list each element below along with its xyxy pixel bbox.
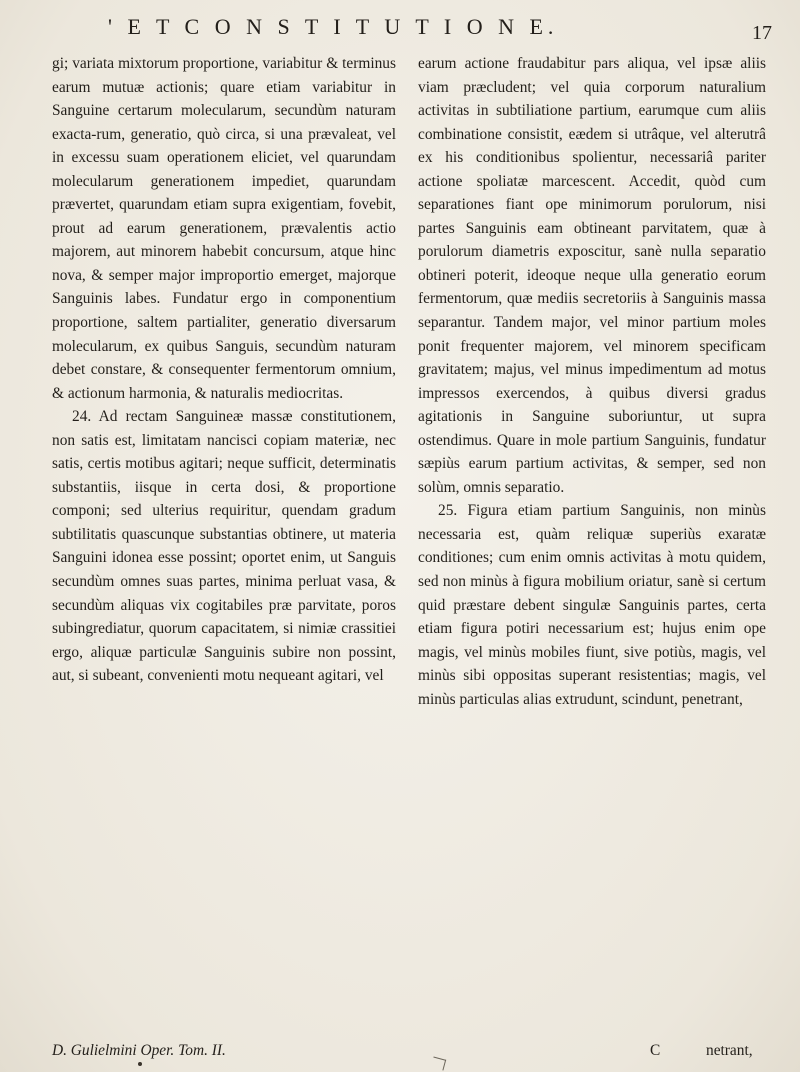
paragraph-continuation: gi; variata mixtorum proportione, variabitur & terminus earum mutuæ actionis; quare etiam variabitur in Sanguine certarum molecularum, secundùm naturam exacta-rum, generatio, quò circa, si una prævaleat, vel in excessu suam operationem eliciet, vel quarundam molecularum generationem impediet, quarundam prævertet, quarundam etiam supra exigentiam, fovebit, prout ad earum generationem, prævalentis actio majorem, aut minorem habebit concursum, atque hinc nova, & semper major improportio emerget, majorque Sanguinis labes. Fundatur ergo in componentium proportione, saltem partialiter, generatio diversarum molecularum, ex quibus Sanguis, secundùm naturam debet constare, & consequenter fermentorum omnium, & actionum harmonia, & naturalis mediocritas. [52,55,396,402]
left-column [52,52,396,688]
stray-mark [431,1057,446,1071]
page-number: 17 [752,22,772,44]
paragraph-continuation-right: earum actione fraudabitur pars aliqua, vel ipsæ aliis viam præcludent; vel quia corporum naturalium activitas in subtiliatione partium, earumque cum aliis combinatione consistit, eædem si utrâque, vel alterutrâ ex his conditionibus spolientur, necessariâ pariter actione spoliatæ marcescent. Accedit, quòd cum separationes fiant ope minimorum porulorum, nisi partes Sanguinis eam obtineant parvitatem, quæ à porulorum diametris exposcitur, sanè nulla separatio obtineri poterit, ideoque neque ulla generatio eorum fermentorum, quæ mediis secretoriis à Sanguinis massa separantur. Tandem major, vel minor partium moles ponit frequenter majorem, vel minorem specificam gravitatem; majus, vel minus impedimentum ad motus impressos exercendos, à quibus diversi gradus agitationis in Sanguine suboriuntur, ut supra ostendimus. Quare in mole partium Sanguinis, fundatur sæpiùs earum partium activitas, & semper, sed non solùm, omnis separatio. [418,55,766,496]
ink-speck [138,1062,142,1066]
signature-line: D. Gulielmini Oper. Tom. II. [52,1042,226,1059]
running-title: ' E T C O N S T I T U T I O N E. [108,14,559,39]
catchword: netrant, [706,1042,753,1059]
right-column [418,52,766,711]
signature-mark: C [650,1042,661,1059]
paragraph-25: 25. Figura etiam partium Sanguinis, non minùs necessaria est, quàm reliquæ superiùs exaratæ conditiones; cum enim omnis activitas à motu quidem, sed non minùs à figura mobilium oriatur, sanè si certum quid præstare debent singulæ Sanguinis partes, certa etiam figura potiri necessarium est; hujus enim ope magis, vel minùs mobiles fiunt, sive potiùs, magis, vel minùs sibi oppositas superant resistentias; magis, vel minùs particulas alias extrudunt, scindunt, penetrant, [418,502,766,708]
paragraph-24: 24. Ad rectam Sanguineæ massæ constitutionem, non satis est, limitatam nancisci copiam materiæ, nec satis, certis motibus agitari; neque sufficit, determinatis substantiis, iisque in certa dosi, & proportione componi; sed ulterius requiritur, quendam gradum subtilitatis quascunque substantias obtinere, ut materia Sanguini idonea esse possint; oportet enim, ut Sanguis secundùm omnes suas partes, minima perluat vasa, & secundùm aliquas vix cogitabiles præ parvitate, poros subingrediatur, quorum capacitatem, si nimiæ crassitiei ergo, aliquæ particulæ Sanguinis subire non possint, aut, si subeant, convenienti motu nequeant agitari, vel [52,408,396,685]
